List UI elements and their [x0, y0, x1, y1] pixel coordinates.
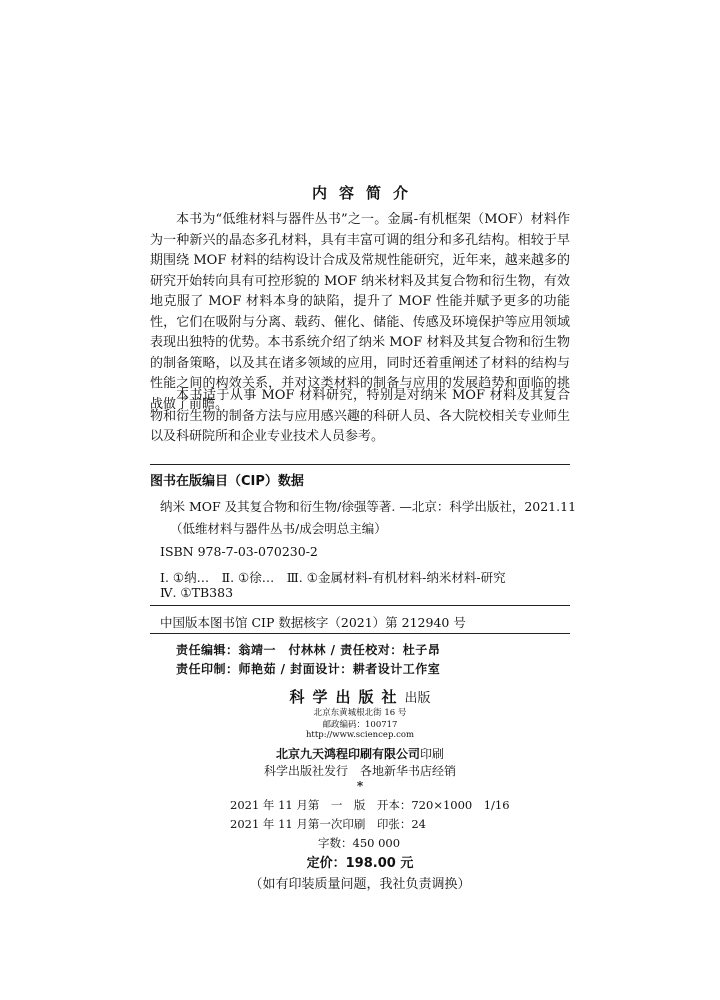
- cip-classification-2: Ⅳ. ①TB383: [160, 585, 234, 600]
- printer-suffix: 印刷: [420, 747, 445, 761]
- printing-line: 2021 年 11 月第一次印刷 印张：24: [230, 817, 426, 831]
- printer-line: [0, 743, 720, 762]
- distribution-line: 科学出版社发行 各地新华书店经销: [263, 764, 456, 778]
- cip-classification-1: Ⅰ. ①纳… Ⅱ. ①徐… Ⅲ. ①金属材料-有机材料-纳米材料-研究: [160, 570, 506, 585]
- cip-line-2: （低维材料与器件丛书/成会明总主编）: [170, 521, 387, 536]
- summary-title: 内容简介: [311, 184, 420, 202]
- credits-line-2: 责任印制：师艳茹 / 封面设计：耕者设计工作室: [176, 662, 441, 676]
- separator-asterisk: *: [356, 779, 364, 793]
- cip-middle-rule: [150, 605, 570, 606]
- cip-line-1: 纳米 MOF 及其复合物和衍生物/徐强等著. —北京：科学出版社，2021.11: [160, 499, 577, 514]
- word-count: 字数：450 000: [318, 836, 401, 850]
- credits-line-1: 责任编辑：翁靖一 付林林 / 责任校对：杜子昂: [176, 643, 441, 657]
- publisher-address: 北京东黄城根北街 16 号: [313, 708, 407, 718]
- cip-isbn: ISBN 978-7-03-070230-2: [160, 544, 318, 559]
- edition-line: 2021 年 11 月第 一 版 开本：720×1000 1/16: [230, 798, 510, 812]
- cip-bottom-rule: [150, 633, 570, 634]
- publisher-suffix: 出版: [404, 691, 431, 706]
- cip-top-rule: [150, 464, 570, 465]
- quality-note: （如有印装质量问题，我社负责调换）: [249, 877, 471, 892]
- publisher-line: [0, 686, 720, 707]
- publisher-postcode: 邮政编码：100717: [322, 720, 398, 730]
- cip-core-number: 中国版本图书馆 CIP 数据核字（2021）第 212940 号: [160, 615, 466, 630]
- summary-paragraph-2: 本书适于从事 MOF 材料研究，特别是对纳米 MOF 材料及其复合物和衍生物的制备方法与应用感兴趣的科研人员、各大院校相关专业师生以及科研院所和企业专业技术人员参考。: [150, 388, 570, 444]
- printer-name: 北京九天鸿程印刷有限公司: [275, 747, 420, 761]
- price: 定价：198.00 元: [306, 856, 414, 871]
- cip-heading: 图书在版编目（CIP）数据: [150, 474, 304, 489]
- publisher-name: 科学出版社: [289, 688, 405, 706]
- publisher-url: http://www.sciencep.com: [305, 730, 415, 740]
- summary-paragraph-1: 本书为“低维材料与器件丛书”之一。金属-有机框架（MOF）材料作为一种新兴的晶态多孔材料，具有丰富可调的组分和多孔结构。相较于早期围绕 MOF 材料的结构设计合成及常规性能研究，近年来，越来越多的研究开始转向具有可控形貌的 MOF 纳米材料及其复合物和衍生物，有效地克服了 MOF 材料本身的缺陷，提升了 MOF 性能并赋予更多的功能性，它们在吸附与分离、载药、催化、储能、传感及环境保护等应用领域表现出独特的优势。本书系统介绍了纳米 MOF 材料及其复合物和衍生物的制备策略，以及其在诸多领域的应用，同时还着重阐述了材料的结构与性能之间的构效关系，并对这类材料的制备与应用的发展趋势和面临的挑战做了前瞻。: [150, 212, 570, 412]
